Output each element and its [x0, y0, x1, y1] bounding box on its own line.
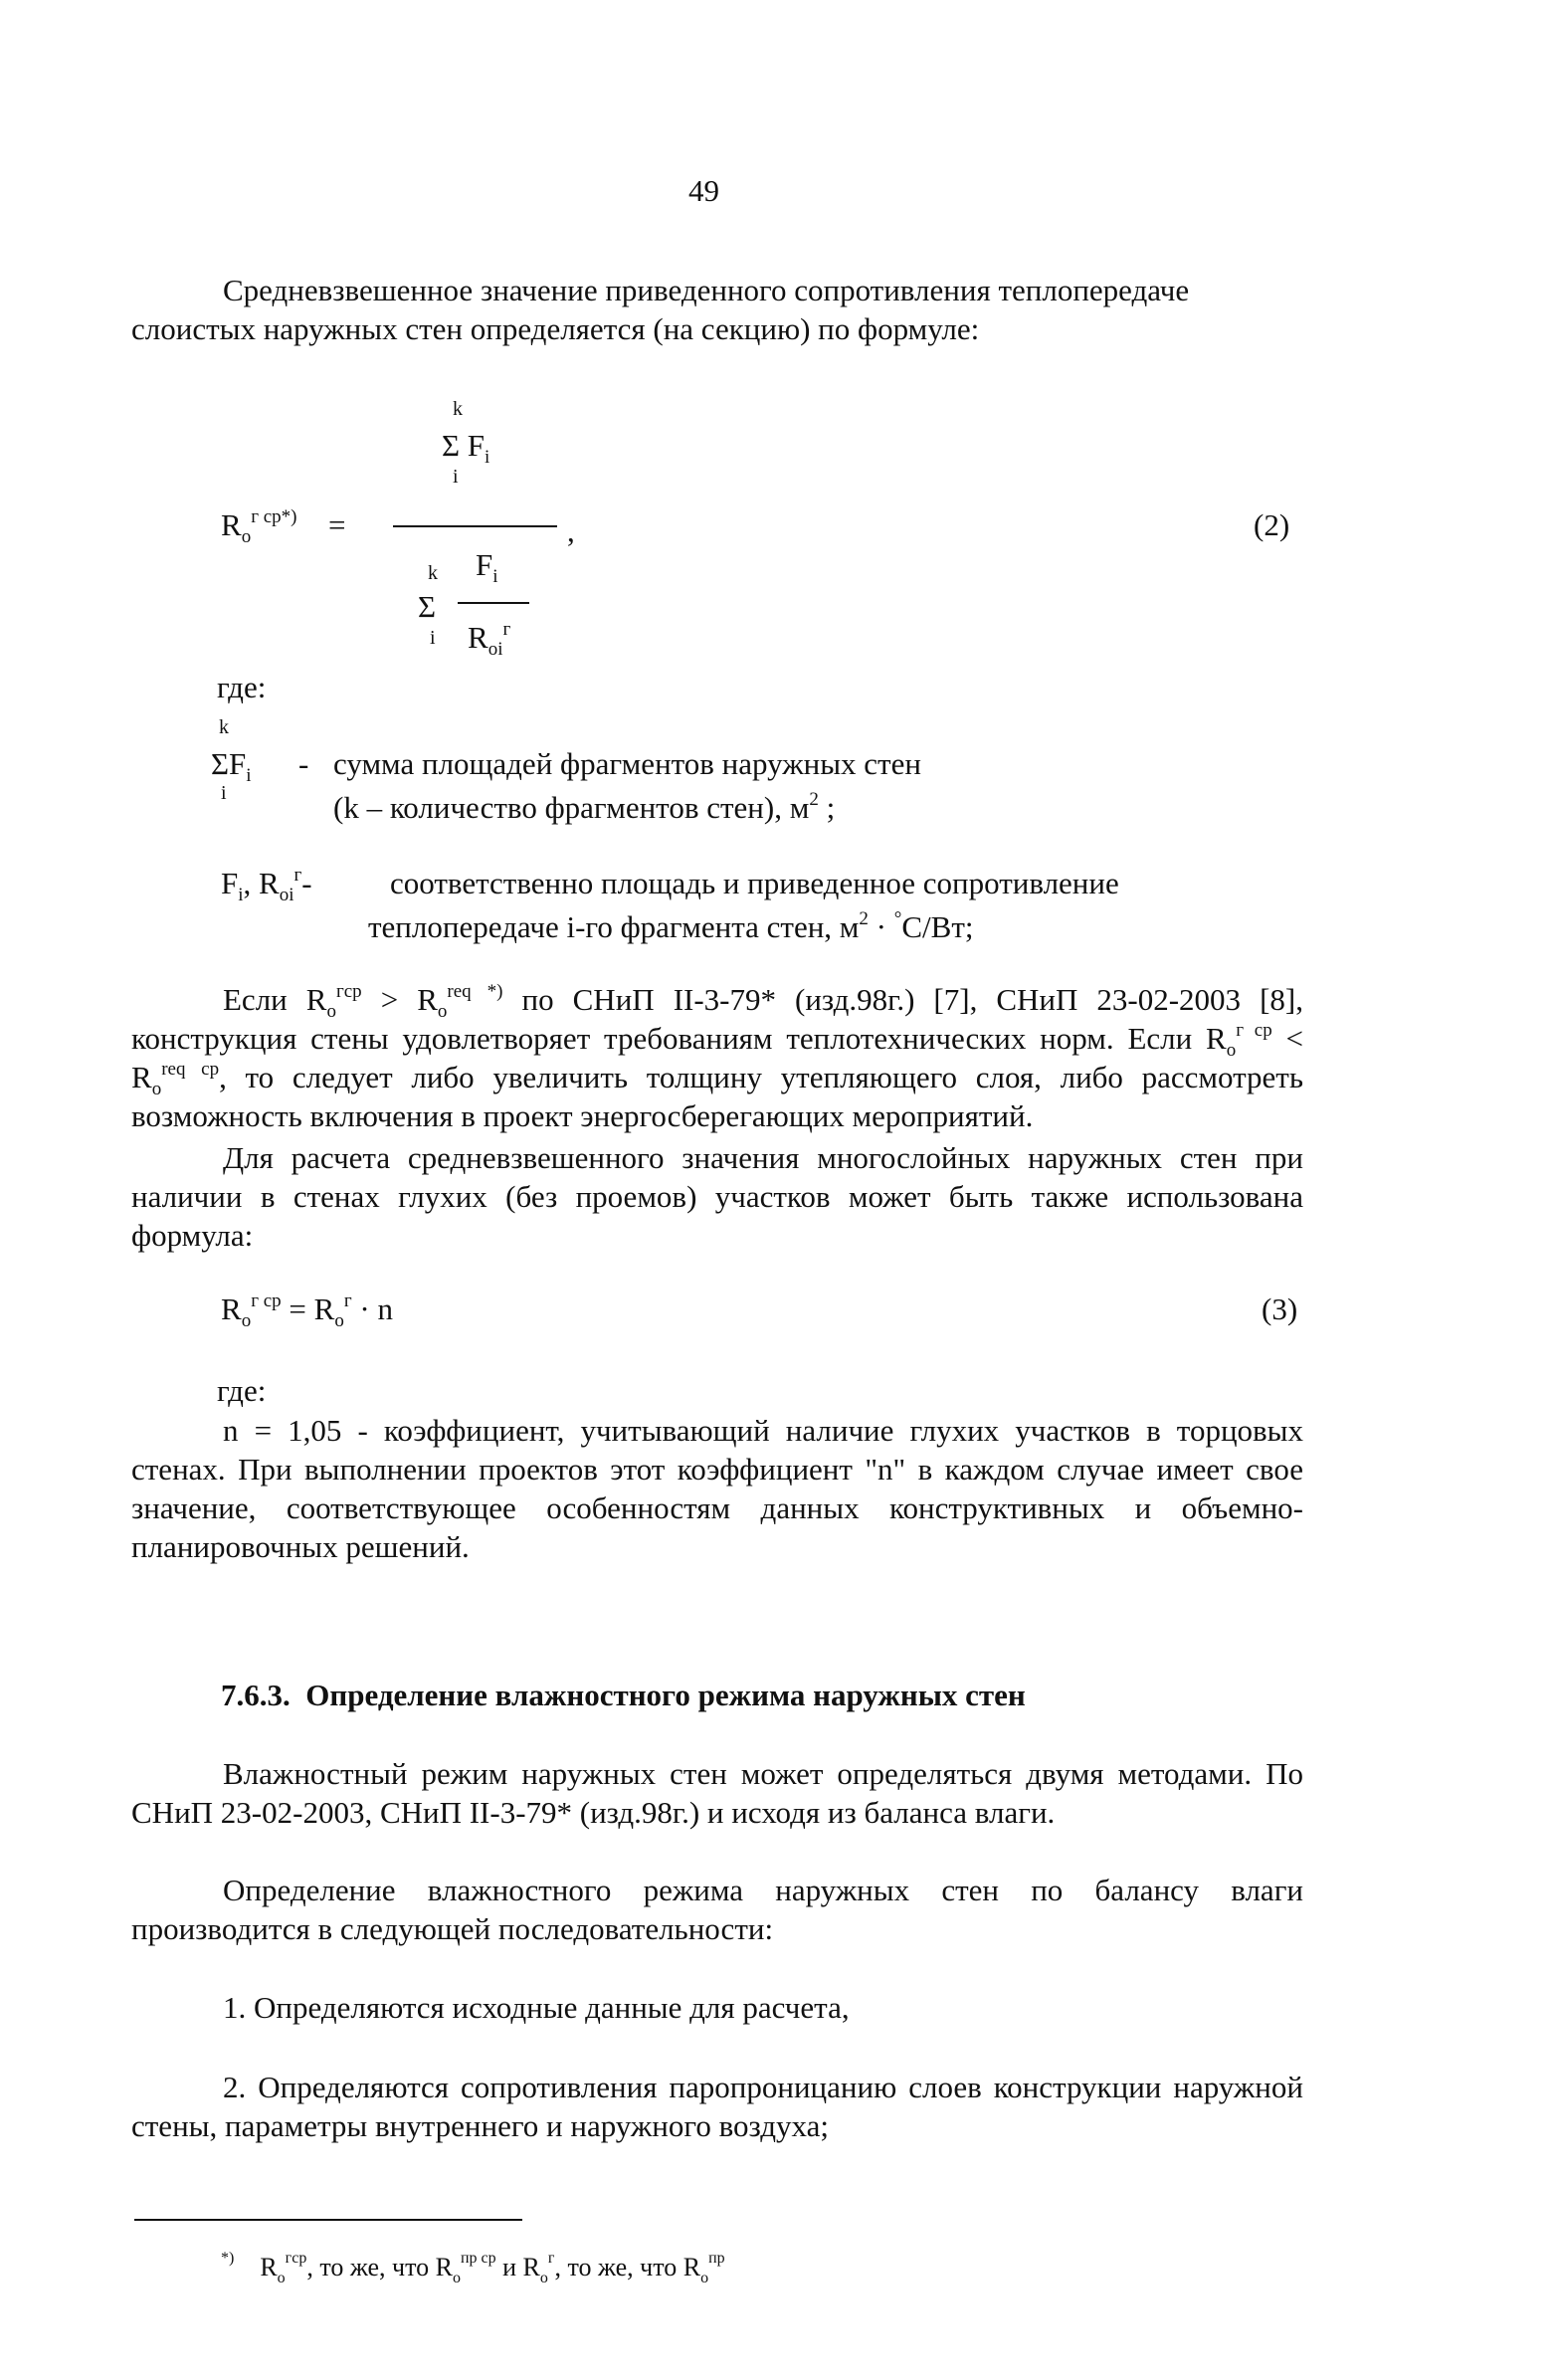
footnote-separator	[134, 2219, 522, 2221]
def1-line-2: (k – количество фрагментов стен), $м^2$ ;	[333, 789, 836, 825]
formula2-fraction-bar	[393, 525, 557, 527]
formula2-number: (2)	[1254, 507, 1290, 542]
formula2-num-sum: Σ $F_i$	[442, 428, 490, 468]
formula3-number: (3)	[1262, 1291, 1298, 1326]
paragraph-sequence: Определение влажностного режима наружных стен по балансу влаги производится в следующей последовательности:	[131, 1873, 1303, 1946]
def2-label: $F_i$, $R_{oi}^г-$	[221, 865, 312, 905]
paragraph-comparison: Если $R_o^{гср} > R_o^{req *)}$ по СНиП II-3-79* (изд.98г.) [7], СНиП 23-02-2003 [8], конструкция стены удовлетворяет требованиям теплотехнических норм. Если $R_o^{г ср} < R_o^{req ср}$, то следует либо увеличить толщину утепляющего слоя, либо рассмотреть возможность включения в проект энергосберегающих мероприятий.	[131, 981, 1304, 1133]
intro-paragraph	[131, 271, 1305, 348]
def1-sigma: $\Sigma F_i$	[211, 746, 252, 786]
paragraph-methods: Влажностный режим наружных стен может определяться двумя методами. По СНиП 23-02-2003, СНиП II-3-79* (изд.98г.) и исходя из баланса влаги.	[131, 1756, 1303, 1830]
formula2-equals: =	[328, 507, 346, 542]
def1-i: i	[221, 782, 227, 804]
list-item: 2. Определяются сопротивления паропроницанию слоев конструкции наружной стены, параметры внутреннего и наружного воздуха;	[131, 2070, 1303, 2143]
def2-line-1: соответственно площадь и приведенное сопротивление	[390, 866, 1119, 900]
formula2-den-top: k	[428, 562, 438, 584]
formula2-den-bottom: i	[430, 627, 436, 649]
list-item: 1. Определяются исходные данные для расчета,	[223, 1990, 850, 2025]
intro-line-2: слоистых наружных стен определяется (на секцию) по формуле:	[131, 311, 980, 346]
where-label-2: где:	[217, 1373, 267, 1408]
formula2-comma: ,	[567, 513, 575, 548]
section-heading: 7.6.3. Определение влажностного режима наружных стен	[221, 1678, 1026, 1712]
formula2-den-F: $F_i$	[476, 547, 498, 587]
formula2-den-R: $R_{oi}^г$	[468, 619, 511, 660]
paragraph-weighted-average: Для расчета средневзвешенного значения многослойных наружных стен при наличии в стенах глухих (без проемов) участков может быть также использована формула:	[131, 1140, 1303, 1253]
page-number: 49	[688, 173, 719, 208]
def1-dash: -	[298, 746, 309, 781]
formula2-lhs: $R_o^{г ср*)}$	[221, 506, 297, 547]
formula2-num-top: k	[453, 398, 463, 420]
def1-line-1: сумма площадей фрагментов наружных стен	[333, 746, 921, 781]
footnote: *) $R_o^{гср}$, то же, что $R_o^{пр ср}$ и $R_o^г$, то же, что $R_o^{пр}$	[221, 2250, 725, 2286]
intro-line-1: Средневзвешенное значение приведенного сопротивления теплопередаче	[223, 273, 1190, 307]
where-label-1: где:	[217, 670, 267, 704]
formula-3: $R_o^{г ср} = R_o^г \cdot n$	[221, 1290, 393, 1331]
paragraph-coefficient: n = 1,05 - коэффициент, учитывающий наличие глухих участков в торцовых стенах. При выполнении проектов этот коэффициент "n" в каждом случае имеет свое значение, соответствующее особенностям данных конструктивных и объемно-планировочных решений.	[131, 1413, 1303, 1564]
formula2-inner-fraction-bar	[458, 602, 529, 604]
def2-line-2: теплопередаче i-го фрагмента стен, $м^2 \cdot ^\circ С/Вт$;	[368, 908, 974, 944]
formula2-num-bottom: i	[453, 466, 459, 488]
formula2-den-sigma: Σ	[418, 589, 437, 624]
def1-k: k	[219, 716, 229, 738]
